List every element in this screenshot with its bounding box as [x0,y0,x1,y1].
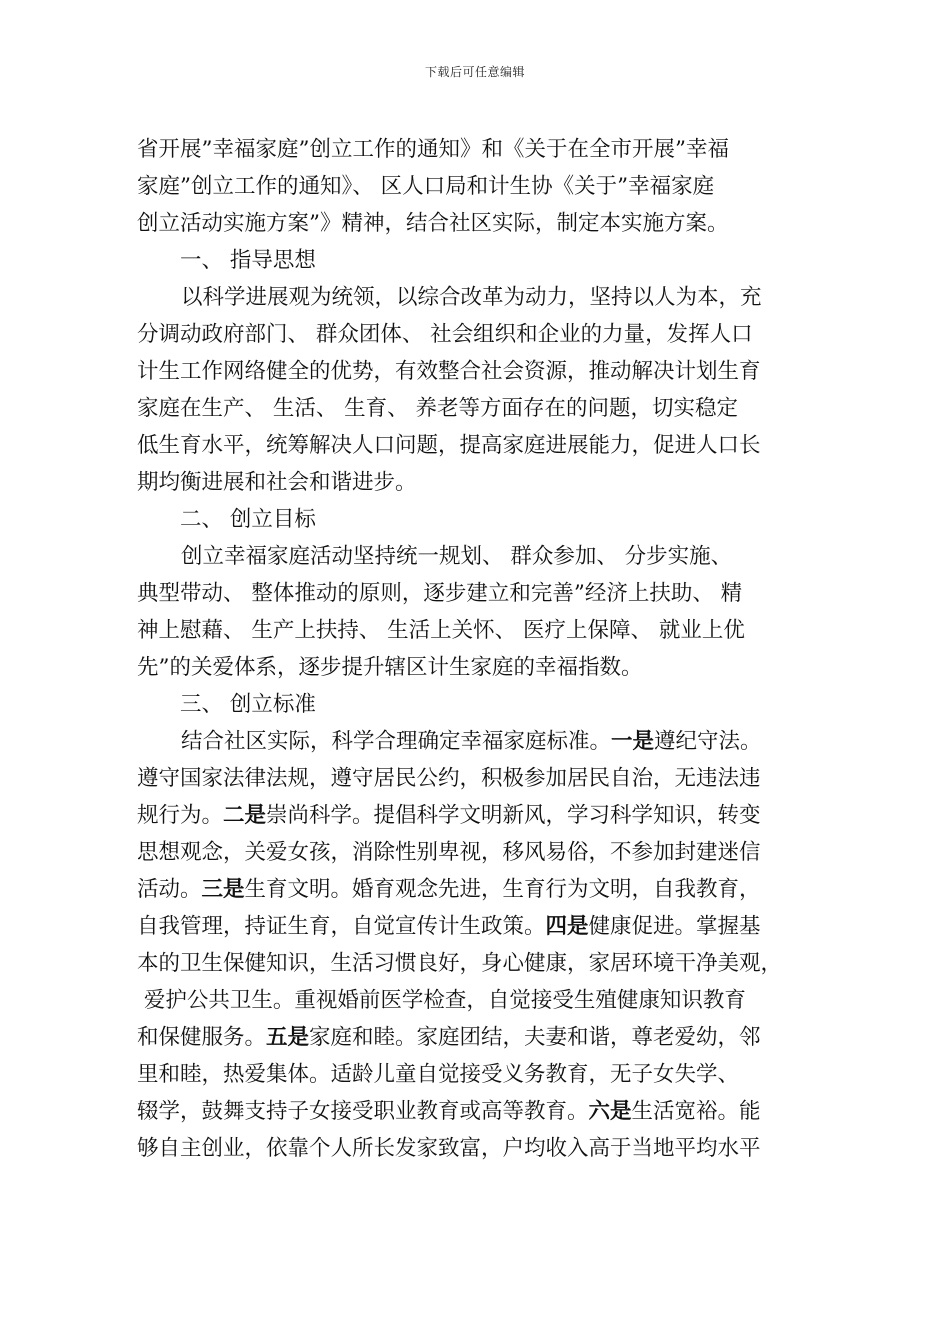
text-line: 思想观念，关爱女孩，消除性别卑视，移风易俗，不参加封建迷信 [137,840,761,865]
text-line [137,1093,827,1130]
text-line: 家庭”创立工作的通知》、 区人口局和计生协《关于”幸福家庭 [137,174,715,199]
text-line: 以科学进展观为统领，以综合改革为动力，坚持以人为本，充 [181,285,762,310]
text-line [137,723,827,760]
text-run: 生活宽裕。能 [631,1099,761,1124]
text-line [137,908,827,945]
text-line: 遵守国家法律法规，遵守居民公约，积极参加居民自治，无违法违 [137,766,761,791]
text-line: 家庭在生产、 生活、 生育、 养老等方面存在的问题，切实稳定 [137,396,739,421]
text-line: 期均衡进展和社会和谐进步。 [137,470,417,495]
text-run: 和保健服务。 [137,1025,267,1050]
text-line: 分调动政府部门、 群众团体、 社会组织和企业的力量，发挥人口 [137,322,753,347]
text-line [137,797,827,834]
text-line: 省开展”幸福家庭”创立工作的通知》和《关于在全市开展”幸福 [137,137,729,162]
text-run: 活动。 [137,877,202,902]
text-line: 里和睦，热爱集体。适龄儿童自觉接受义务教育，无子女失学、 [137,1062,740,1087]
text-line: 爱护公共卫生。重视婚前医学检查，自觉接受生殖健康知识教育 [137,988,746,1013]
text-line: 够自主创业，依靠个人所长发家致富，户均收入高于当地平均水平 [137,1136,761,1161]
text-run: 辍学，鼓舞支持子女接受职业教育或高等教育。 [137,1099,589,1124]
section-heading: 一、 指导思想 [180,248,316,273]
text-run: 遵纪守法。 [654,729,762,754]
keyword-bold: 一是 [611,729,655,754]
text-line [137,1019,827,1056]
text-run: 规行为。 [137,803,224,828]
text-line: 创立活动实施方案”》精神，结合社区实际，制定本实施方案。 [137,211,729,236]
text-line [137,871,827,908]
text-run: 结合社区实际，科学合理确定幸福家庭标准。 [181,729,612,754]
text-run: 崇尚科学。提倡科学文明新风，学习科学知识，转变 [266,803,761,828]
keyword-bold: 三是 [201,877,245,902]
section-heading: 二、 创立目标 [180,507,316,532]
text-run: 健康促进。掌握基 [588,914,761,939]
document-body [137,131,827,1167]
text-run: 自我管理，持证生育，自觉宣传计生政策。 [137,914,546,939]
text-line: 计生工作网络健全的优势，有效整合社会资源，推动解决计划生育 [137,359,761,384]
text-line: 创立幸福家庭活动坚持统一规划、 群众参加、 分步实施、 [181,544,733,569]
keyword-bold: 四是 [545,914,589,939]
text-line: 本的卫生保健知识，生活习惯良好，身心健康，家居环境干净美观， [137,951,783,976]
keyword-bold: 二是 [223,803,267,828]
text-line: 先”的关爱体系，逐步提升辖区计生家庭的幸福指数。 [137,655,643,680]
text-line: 典型带动、 整体推动的原则，逐步建立和完善”经济上扶助、 精 [137,581,743,606]
text-line: 神上慰藉、 生产上扶持、 生活上关怀、 医疗上保障、 就业上优 [137,618,745,643]
page-header: 下载后可任意编辑 [424,65,525,79]
text-line: 低生育水平，统筹解决人口问题，提高家庭进展能力，促进人口长 [137,433,761,458]
keyword-bold: 五是 [266,1025,310,1050]
text-run: 生育文明。婚育观念先进，生育行为文明，自我教育， [244,877,761,902]
text-run: 家庭和睦。家庭团结，夫妻和谐，尊老爱幼，邻 [309,1025,761,1050]
keyword-bold: 六是 [588,1099,632,1124]
section-heading: 三、 创立标准 [180,692,316,717]
